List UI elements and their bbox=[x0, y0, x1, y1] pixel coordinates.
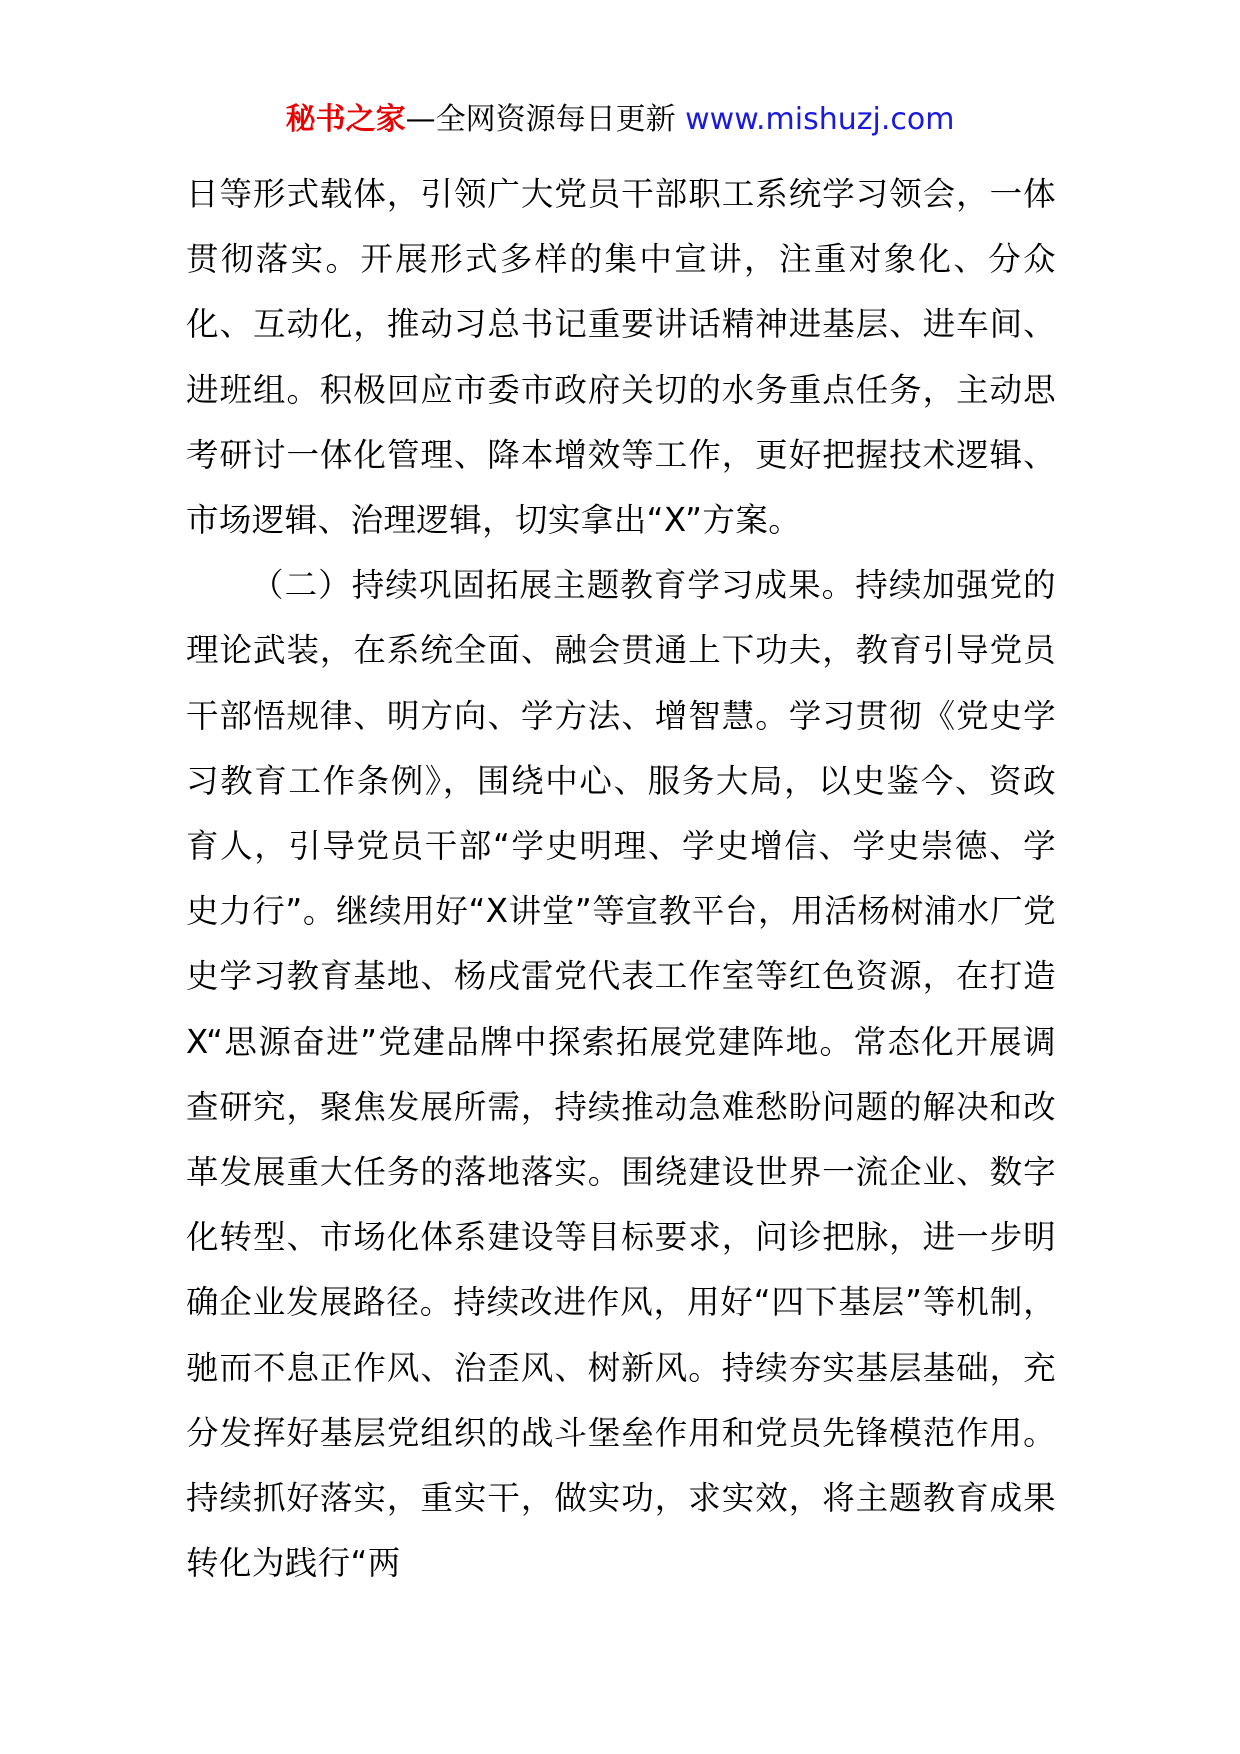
paragraph-continued: 日等形式载体，引领广大党员干部职工系统学习领会，一体贯彻落实。开展形式多样的集中宣讲，注重对象化、分众化、互动化，推动习总书记重要讲话精神进基层、进车间、进班组。积极回应市委市政府关切的水务重点任务，主动思考研讨一体化管理、降本增效等工作，更好把握技术逻辑、市场逻辑、治理逻辑，切实拿出“X”方案。 bbox=[186, 175, 1056, 540]
paragraph-section-two: （二）持续巩固拓展主题教育学习成果。持续加强党的理论武装，在系统全面、融会贯通上下功夫，教育引导党员干部悟规律、明方向、学方法、增智慧。学习贯彻《党史学习教育工作条例》，围绕中心、服务大局，以史鉴今、资政育人，引导党员干部“学史明理、学史增信、学史崇德、学史力行”。继续用好“X讲堂”等宣教平台，用活杨树浦水厂党史学习教育基地、杨戌雷党代表工作室等红色资源，在打造X“思源奋进”党建品牌中探索拓展党建阵地。常态化开展调查研究，聚焦发展所需，持续推动急难愁盼问题的解决和改革发展重大任务的落地落实。围绕建设世界一流企业、数字化转型、市场化体系建设等目标要求，问诊把脉，进一步明确企业发展路径。持续改进作风，用好“四下基层”等机制，驰而不息正作风、治歪风、树新风。持续夯实基层基础，充分发挥好基层党组织的战斗堡垒作用和党员先锋模范作用。持续抓好落实，重实干，做实功，求实效，将主题教育成果转化为践行“两 bbox=[186, 566, 1056, 1583]
header-tagline: —全网资源每日更新 bbox=[405, 102, 686, 137]
header-url-link[interactable]: www.mishuzj.com bbox=[685, 102, 955, 137]
header-brand: 秘书之家 bbox=[285, 102, 406, 137]
document-body bbox=[186, 162, 1056, 1596]
page-header bbox=[0, 100, 1240, 140]
